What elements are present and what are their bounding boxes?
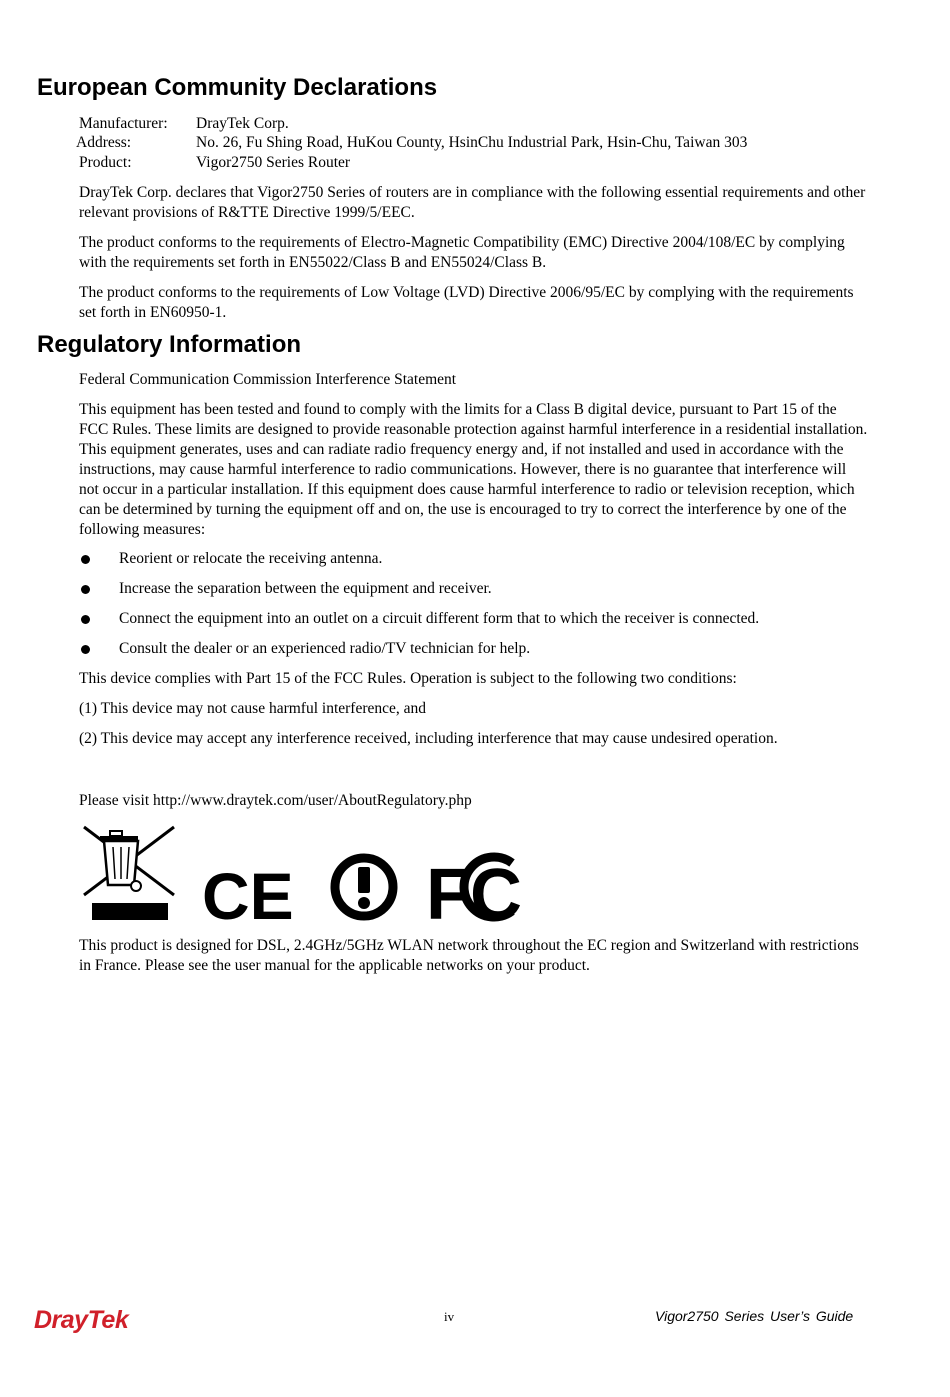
page-number: iv — [444, 1309, 455, 1324]
svg-text:FC: FC — [426, 855, 522, 927]
alert-circle-icon — [335, 858, 393, 916]
draytek-logo: DrayTek — [34, 1306, 129, 1334]
manufacturer-value: DrayTek Corp. — [196, 115, 289, 132]
product-design-note: This product is designed for DSL, 2.4GHz/5GHz WLAN network throughout the EC region and Switzerland with restrictions in France. Please see the user manual for the applicable networks on your product. — [79, 937, 859, 974]
product-value: Vigor2750 Series Router — [196, 154, 351, 171]
fcc-logo-icon — [426, 855, 522, 927]
manufacturer-label: Manufacturer: — [79, 115, 168, 132]
address-value: No. 26, Fu Shing Road, HuKou County, HsinChu Industrial Park, Hsin-Chu, Taiwan 303 — [196, 134, 748, 151]
svg-text:CE: CE — [202, 859, 294, 927]
bullet-icon — [81, 645, 90, 654]
fcc-statement-title: Federal Communication Commission Interference Statement — [79, 371, 457, 388]
bullet-item: Consult the dealer or an experienced radio/TV technician for help. — [119, 640, 531, 657]
fcc-paragraph-1: This equipment has been tested and found to comply with the limits for a Class B digital device, pursuant to Part 15 of the FCC Rules. These limits are designed to provide reasonable protection against harmful interference in a residential installation. This equipment generates, uses and can radiate radio frequency energy and, if not installed and used in accordance with the instructions, may cause harmful interference to radio communications. However, there is no guarantee that interference will not occur in a particular installation. If this equipment does cause harmful interference to radio or television reception, which can be determined by turning the equipment off and on, the use is encouraged to try to correct the interference by one of the following measures: — [79, 401, 868, 538]
condition-2: (2) This device may accept any interference received, including interference that may cause undesired operation. — [79, 730, 778, 747]
bullet-item: Reorient or relocate the receiving antenna. — [119, 550, 383, 567]
product-label: Product: — [79, 154, 132, 171]
bullet-icon — [81, 555, 90, 564]
regulatory-heading: Regulatory Information — [37, 331, 302, 358]
address-label: Address: — [76, 134, 132, 151]
visit-link-text: Please visit http://www.draytek.com/user/AboutRegulatory.php — [79, 792, 472, 809]
bullet-item: Connect the equipment into an outlet on a circuit different form that to which the receiver is connected. — [119, 610, 760, 627]
bullet-icon — [81, 585, 90, 594]
ec-paragraph-2: The product conforms to the requirements of Electro-Magnetic Compatibility (EMC) Directive 2004/108/EC by complying with the requirements set forth in EN55022/Class B and EN55024/Class B. — [79, 234, 845, 271]
condition-1: (1) This device may not cause harmful interference, and — [79, 700, 427, 717]
certification-logos — [82, 823, 542, 927]
ce-mark-icon — [202, 859, 294, 927]
ec-paragraph-3: The product conforms to the requirements of Low Voltage (LVD) Directive 2006/95/EC by complying with the requirements set forth in EN60950-1. — [79, 284, 854, 321]
guide-title: Vigor2750 Series User’s Guide — [655, 1308, 854, 1324]
weee-bin-icon — [84, 827, 174, 920]
ec-heading: European Community Declarations — [37, 74, 438, 101]
fcc-paragraph-2: This device complies with Part 15 of the FCC Rules. Operation is subject to the following two conditions: — [79, 670, 737, 687]
bullet-item: Increase the separation between the equipment and receiver. — [119, 580, 492, 597]
ec-paragraph-1: DrayTek Corp. declares that Vigor2750 Series of routers are in compliance with the following essential requirements and other relevant provisions of R&TTE Directive 1999/5/EEC. — [79, 184, 866, 221]
bullet-icon — [81, 615, 90, 624]
